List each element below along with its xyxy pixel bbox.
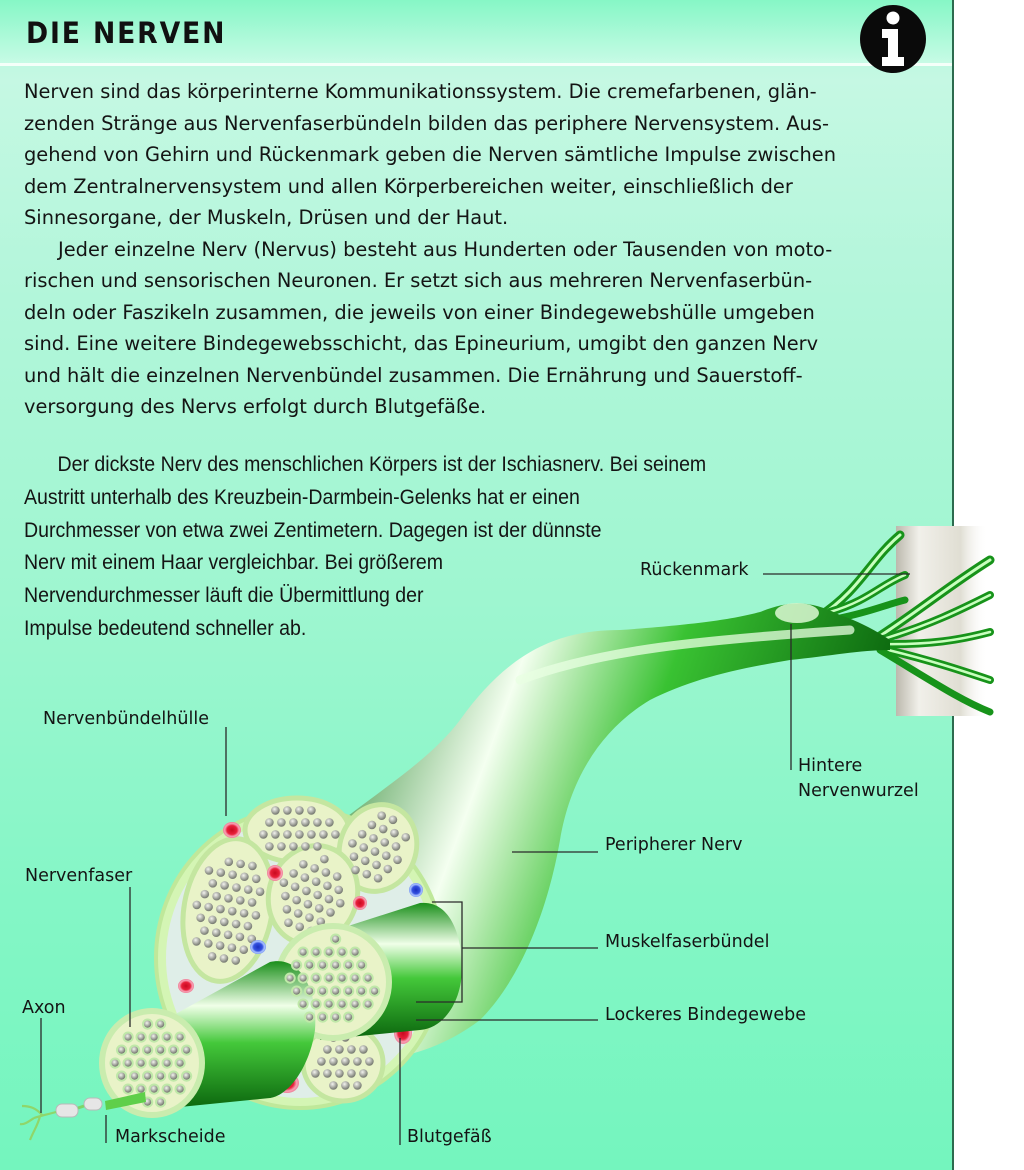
nerve-fiber-dot — [212, 892, 221, 901]
nerve-fiber-dot — [377, 811, 386, 820]
nerve-fiber-dot — [138, 1060, 145, 1067]
nerve-fiber-dot — [205, 866, 214, 875]
text-line: Der dickste Nerv des menschlichen Körpers ist der Ischiasnerv. Bei seinem — [57, 453, 707, 476]
nerve-fiber-dot — [228, 943, 237, 952]
nerve-fiber-dot — [352, 949, 359, 956]
nerve-fiber-dot — [359, 1045, 368, 1054]
nerve-fiber-dot — [265, 842, 274, 851]
nerve-fiber-dot — [339, 975, 346, 982]
nerve-fiber-dot — [283, 806, 292, 815]
nerve-fiber-dot — [232, 920, 241, 929]
nerve-fiber-dot — [319, 962, 326, 969]
nerve-fiber-dot — [281, 892, 290, 901]
nerve-fiber-dot — [313, 818, 322, 827]
nerve-fiber-dot — [301, 842, 310, 851]
nerve-fiber-dot — [382, 851, 391, 860]
nerve-fiber-dot — [310, 864, 319, 873]
label-blutgefaess: Blutgefäß — [407, 1127, 492, 1147]
nerve-fiber-dot — [352, 1001, 359, 1008]
nerve-fiber-dot — [112, 1060, 119, 1067]
vein — [409, 883, 423, 897]
nerve-fiber-dot — [293, 962, 300, 969]
nerve-fiber-dot — [151, 1086, 158, 1093]
nerve-fiber-dot — [332, 962, 339, 969]
nerve-fiber-dot — [300, 1001, 307, 1008]
nerve-fiber-dot — [353, 1057, 362, 1066]
nerve-fiber-dot — [170, 1047, 177, 1054]
nerve-fiber-dot — [313, 949, 320, 956]
nerve-fiber-dot — [118, 1047, 125, 1054]
nerve-fiber-dot — [177, 1034, 184, 1041]
nerve-fiber-dot — [216, 868, 225, 877]
label-hintere: Hintere — [798, 756, 863, 776]
text-line: versorgung des Nervs erfolgt durch Blutgefäße. — [24, 395, 487, 418]
artery — [223, 822, 241, 838]
nerve-fiber-dot — [345, 988, 352, 995]
text-line: gehend von Gehirn und Rückenmark geben die Nerven sämtliche Impulse zwischen — [24, 143, 836, 166]
nerve-fiber-dot — [313, 842, 322, 851]
nerve-fiber-dot — [248, 862, 257, 871]
nerve-fiber-dot — [196, 913, 205, 922]
nerve-fiber-dot — [118, 1073, 125, 1080]
nerve-fiber-dot — [216, 941, 225, 950]
nerve-fiber-dot — [144, 1021, 151, 1028]
nerve-fiber-dot — [125, 1034, 132, 1041]
nerve-fiber-dot — [138, 1034, 145, 1041]
nerve-fiber-dot — [341, 1057, 350, 1066]
nerve-fiber-dot — [335, 1045, 344, 1054]
nerve-fiber-dot — [306, 1014, 313, 1021]
nerve-fiber-dot — [300, 949, 307, 956]
nerve-fiber-dot — [368, 821, 377, 830]
nerve-fiber-dot — [232, 883, 241, 892]
nerve-fiber-dot — [204, 903, 213, 912]
label-rueckenmark: Rückenmark — [640, 560, 749, 580]
nerve-fiber-dot — [236, 860, 245, 869]
nerve-fiber-dot — [371, 988, 378, 995]
nerve-fiber-dot — [277, 818, 286, 827]
nerve-fiber-dot — [271, 830, 280, 839]
nerve-fiber-dot — [280, 878, 289, 887]
text-line: Sinnesorgane, der Muskeln, Drüsen und der Haut. — [24, 206, 509, 229]
nerve-fiber-dot — [220, 881, 229, 890]
nerve-fiber-dot — [317, 1057, 326, 1066]
nerve-fiber-dot — [313, 975, 320, 982]
nerve-fiber-dot — [380, 838, 389, 847]
nerve-fiber-dot — [315, 904, 324, 913]
nerve-fiber-dot — [289, 869, 298, 878]
nerve-fiber-dot — [323, 1069, 332, 1078]
nerve-fiber-dot — [306, 988, 313, 995]
nerve-fiber-dot — [320, 855, 329, 864]
nerve-fiber-dot — [307, 806, 316, 815]
nerve-fiber-dot — [256, 887, 265, 896]
nerve-fiber-dot — [336, 899, 345, 908]
nerve-fiber-dot — [384, 865, 393, 874]
nerve-fiber-dot — [183, 1073, 190, 1080]
nerve-fiber-dot — [125, 1060, 132, 1067]
nerve-fiber-dot — [208, 916, 217, 925]
label-muskelfaserbuendel: Muskelfaserbündel — [605, 932, 770, 952]
nerve-fiber-dot — [332, 988, 339, 995]
text-line: Jeder einzelne Nerv (Nervus) besteht aus Hunderten oder Tausenden von moto- — [58, 237, 833, 261]
nerve-fiber-dot — [379, 825, 388, 834]
nerve-fiber-dot — [359, 843, 368, 852]
nerve-fiber-dot — [371, 847, 380, 856]
nerve-fiber-dot — [177, 1060, 184, 1067]
vein — [250, 940, 266, 954]
nerve-fiber-dot — [212, 928, 221, 937]
nerve-fiber-dot — [374, 874, 383, 883]
nerve-fiber-dot — [348, 839, 357, 848]
text-line: Nervendurchmesser läuft die Übermittlung der — [24, 584, 424, 608]
nerve-fiber-dot — [277, 842, 286, 851]
text-line: deln oder Faszikeln zusammen, die jeweils von einer Bindegewebshülle umgeben — [24, 300, 815, 324]
nerve-fiber-dot — [240, 909, 249, 918]
nerve-fiber-dot — [372, 861, 381, 870]
artery — [178, 979, 194, 993]
label-nervenfaser: Nervenfaser — [25, 866, 133, 886]
nerve-fiber-dot — [151, 1060, 158, 1067]
nerve-fiber-dot — [312, 877, 321, 886]
nerve-fiber-dot — [144, 1073, 151, 1080]
dorsal-root-ganglion — [775, 603, 819, 623]
label-nervenbuendelhuelle: Nervenbündelhülle — [43, 709, 209, 729]
label-nervenwurzel: Nervenwurzel — [798, 781, 919, 801]
nerve-fiber-dot — [304, 900, 313, 909]
nerve-fiber-dot — [236, 933, 245, 942]
nerve-fiber-dot — [323, 1045, 332, 1054]
label-lockeres-bindegewebe: Lockeres Bindegewebe — [605, 1005, 806, 1025]
nerve-fiber-dot — [319, 988, 326, 995]
text-line: dem Zentralnervensystem und allen Körperbereichen weiter, einschließlich der — [24, 174, 793, 198]
nerve-fiber-dot — [353, 1081, 362, 1090]
nerve-fiber-dot — [389, 816, 398, 825]
nerve-fiber-dot — [131, 1073, 138, 1080]
nerve-fiber-dot — [283, 905, 292, 914]
nerve-fiber-dot — [265, 818, 274, 827]
nerve-fiber-dot — [295, 830, 304, 839]
label-peripherer-nerv: Peripherer Nerv — [605, 835, 743, 855]
text-line: Nerven sind das körperinterne Kommunikationssystem. Die cremefarbenen, glän- — [24, 80, 817, 103]
nerve-fiber-dot — [334, 886, 343, 895]
nerve-fiber-dot — [252, 875, 261, 884]
nerve-fiber-dot — [306, 962, 313, 969]
nerve-fiber-dot — [208, 879, 217, 888]
nerve-fiber-dot — [248, 898, 257, 907]
nerve-fiber-dot — [157, 1047, 164, 1054]
nerve-fiber-dot — [231, 956, 240, 965]
nerve-fiber-dot — [359, 1069, 368, 1078]
nerve-fiber-dot — [164, 1086, 171, 1093]
nerve-fiber-dot — [157, 1073, 164, 1080]
nerve-fiber-dot — [283, 830, 292, 839]
nerve-fiber-dot — [193, 901, 202, 910]
nerve-fiber-dot — [259, 830, 268, 839]
nerve-fiber-dot — [192, 937, 201, 946]
nerve-fiber-dot — [341, 1081, 350, 1090]
nerve-fiber-dot — [347, 1069, 356, 1078]
nerve-fiber-dot — [300, 975, 307, 982]
nerve-fiber-dot — [345, 1014, 352, 1021]
nerve-fiber-dot — [358, 962, 365, 969]
label-markscheide: Markscheide — [115, 1127, 226, 1147]
nerve-fiber-dot — [271, 806, 280, 815]
nerve-fiber-dot — [307, 830, 316, 839]
nerve-fiber-dot — [352, 975, 359, 982]
text-line: Impulse bedeutend schneller ab. — [24, 616, 307, 640]
nerve-fiber-dot — [358, 830, 367, 839]
nerve-fiber-dot — [351, 866, 360, 875]
nerve-fiber-dot — [365, 1001, 372, 1008]
nerve-fiber-dot — [347, 1045, 356, 1054]
nerve-fiber-dot — [329, 1057, 338, 1066]
nerve-fiber-dot — [216, 905, 225, 914]
nerve-fiber-dot — [323, 881, 332, 890]
nerve-fiber-dot — [361, 857, 370, 866]
nerve-fiber-dot — [291, 882, 300, 891]
nerve-fiber-dot — [293, 988, 300, 995]
nerve-fiber-dot — [220, 954, 229, 963]
text-line: Nerv mit einem Haar vergleichbar. Bei größerem — [24, 551, 443, 575]
page-title: DIE NERVEN — [26, 16, 227, 50]
nerve-fiber-dot — [335, 1069, 344, 1078]
nerve-fiber-dot — [313, 891, 322, 900]
nerve-fiber-dot — [365, 975, 372, 982]
nerve-fiber-dot — [390, 829, 399, 838]
nerve-fiber-dot — [220, 918, 229, 927]
nerve-fiber-dot — [326, 949, 333, 956]
nerve-fiber-dot — [326, 1001, 333, 1008]
nerve-fiber-dot — [200, 926, 209, 935]
nerve-fiber-dot — [393, 855, 402, 864]
nerve-fiber-dot — [305, 913, 314, 922]
nerve-fiber-dot — [164, 1060, 171, 1067]
nerve-fiber-dot — [144, 1047, 151, 1054]
nerve-fiber-dot — [164, 1034, 171, 1041]
nerve-fiber-dot — [295, 922, 304, 931]
nerve-fiber-dot — [325, 895, 334, 904]
nerve-fiber-dot — [240, 872, 249, 881]
nerve-fiber-dot — [252, 911, 261, 920]
nerve-fiber-dot — [289, 818, 298, 827]
nerve-fiber-dot — [239, 945, 248, 954]
text-line: Durchmesser von etwa zwei Zentimetern. Dagegen ist der dünnste — [24, 518, 602, 542]
text-line: sind. Eine weitere Bindegewebsschicht, das Epineurium, umgibt den ganzen Nerv — [24, 332, 819, 355]
nerve-fiber-dot — [339, 949, 346, 956]
nerve-fiber-dot — [333, 872, 342, 881]
nerve-fiber-dot — [326, 908, 335, 917]
nerve-fiber-dot — [294, 909, 303, 918]
nerve-fiber-dot — [289, 842, 298, 851]
nerve-fiber-dot — [345, 962, 352, 969]
nerve-fiber-dot — [302, 887, 311, 896]
nerve-fiber-dot — [358, 988, 365, 995]
nerve-fiber-dot — [301, 873, 310, 882]
nerve-fiber-dot — [319, 1014, 326, 1021]
text-line: Austritt unterhalb des Kreuzbein-Darmbein-Gelenks hat er einen — [24, 485, 580, 509]
nerve-fiber-dot — [332, 1014, 339, 1021]
nerve-fiber-dot — [151, 1034, 158, 1041]
nerve-fiber-dot — [362, 870, 371, 879]
nerve-fiber-dot — [401, 833, 410, 842]
text-line: rischen und sensorischen Neuronen. Er setzt sich aus mehreren Nervenfaserbün- — [24, 269, 813, 292]
nerve-fiber-dot — [157, 1099, 164, 1106]
text-line: und hält die einzelnen Nervenbündel zusammen. Die Ernährung und Sauerstoff- — [24, 363, 803, 387]
nerve-fiber-dot — [224, 894, 233, 903]
nerve-fiber-dot — [157, 1021, 164, 1028]
nerve-fiber-dot — [332, 936, 339, 943]
artery — [267, 865, 283, 881]
nerve-fiber-dot — [284, 918, 293, 927]
nerve-fiber-dot — [369, 834, 378, 843]
nerve-fiber-dot — [322, 868, 331, 877]
nerve-fiber-dot — [177, 1086, 184, 1093]
label-axon: Axon — [22, 998, 66, 1018]
nerve-fiber-dot — [131, 1047, 138, 1054]
nerve-fiber-dot — [224, 858, 233, 867]
nerve-fiber-dot — [301, 818, 310, 827]
nerve-fiber-dot — [299, 860, 308, 869]
nerve-fiber-dot — [292, 896, 301, 905]
nerve-fiber-dot — [170, 1073, 177, 1080]
nerve-fiber-dot — [183, 1047, 190, 1054]
nerve-fiber-dot — [325, 818, 334, 827]
nerve-fiber-dot — [329, 1081, 338, 1090]
nerve-fiber-dot — [125, 1086, 132, 1093]
nerve-fiber-dot — [326, 975, 333, 982]
nerve-fiber-dot — [204, 939, 213, 948]
nerve-fiber-dot — [244, 922, 253, 931]
nerve-fiber-dot — [236, 896, 245, 905]
text-line: zenden Stränge aus Nervenfaserbündeln bilden das periphere Nervensystem. Aus- — [24, 111, 829, 135]
nerve-fiber-dot — [350, 852, 359, 861]
nerve-fiber-dot — [311, 1069, 320, 1078]
nerve-fiber-dot — [331, 830, 340, 839]
artery — [353, 896, 367, 910]
nerve-fiber-dot — [201, 890, 210, 899]
nerve-fiber-dot — [244, 885, 253, 894]
nerve-fiber-dot — [319, 830, 328, 839]
nerve-fiber-dot — [138, 1086, 145, 1093]
nerve-fiber-dot — [392, 842, 401, 851]
nerve-fiber-dot — [287, 975, 294, 982]
nerve-fiber-dot — [365, 1057, 374, 1066]
nerve-fiber-dot — [313, 1001, 320, 1008]
nerve-fiber-dot — [208, 952, 217, 961]
nerve-fiber-dot — [224, 930, 233, 939]
nerve-fiber-dot — [339, 1001, 346, 1008]
nerve-fiber-dot — [228, 907, 237, 916]
nerve-fiber-dot — [295, 806, 304, 815]
nerve-fiber-dot — [228, 870, 237, 879]
